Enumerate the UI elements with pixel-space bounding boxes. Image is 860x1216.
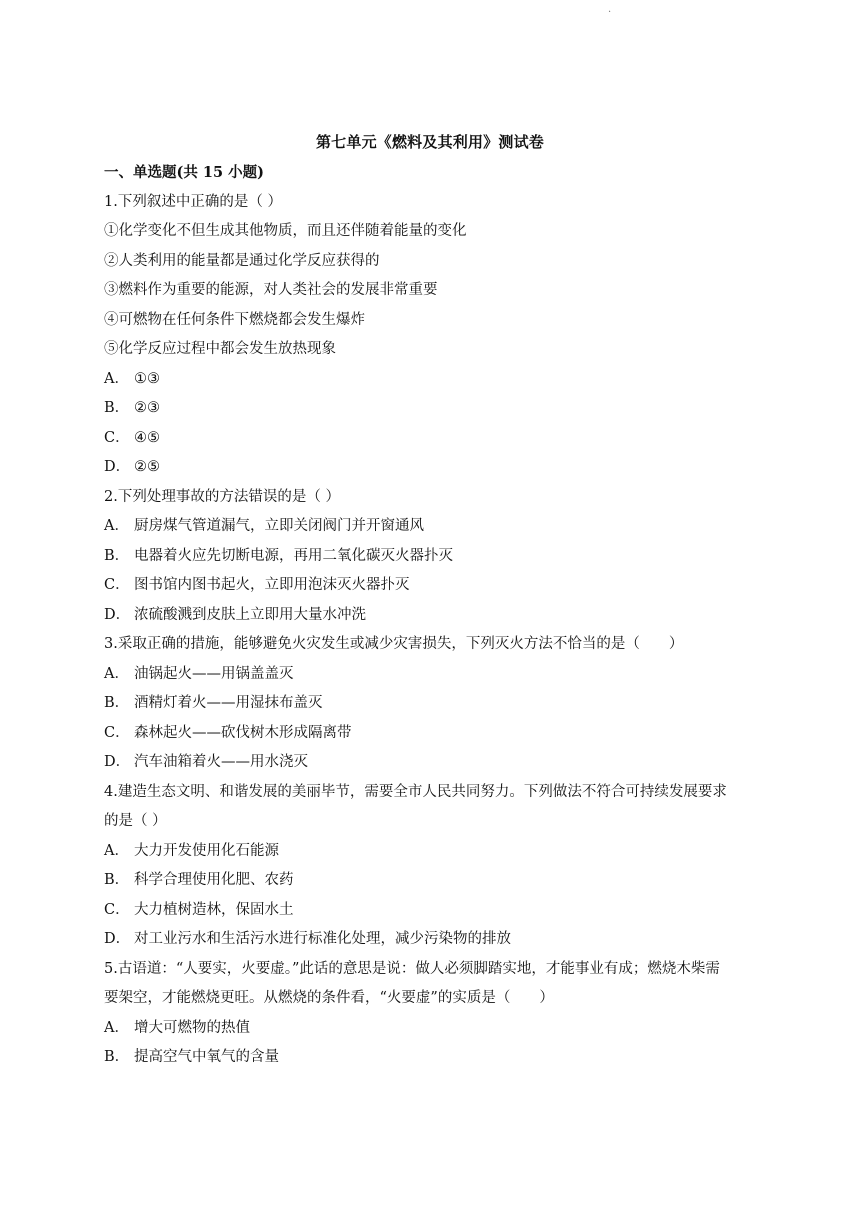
option-text: 对工业污水和生活污水进行标准化处理，减少污染物的排放 bbox=[134, 931, 511, 947]
option-letter: B． bbox=[104, 872, 130, 888]
question-stem: 5.古语道：“人要实，火要虚。”此话的意思是说：做人必须脚踏实地，才能事业有成；燃烧木柴需 bbox=[104, 960, 720, 977]
option-text: 厨房煤气管道漏气，立即关闭阀门并开窗通风 bbox=[134, 518, 424, 534]
section-heading: 一、单选题(共 15 小题) bbox=[104, 164, 264, 181]
option-letter: C． bbox=[104, 901, 130, 918]
option-text: 图书馆内图书起火，立即用泡沫灭火器扑灭 bbox=[134, 577, 410, 593]
question-5 bbox=[104, 955, 764, 1073]
option-letter: A． bbox=[104, 842, 129, 859]
question-stem: 3.采取正确的措施，能够避免火灾发生或减少灾害损失，下列灭火方法不恰当的是（ ） bbox=[104, 636, 684, 652]
statement: ②人类利用的能量都是通过化学反应获得的 bbox=[104, 252, 380, 269]
question-stem: 1.下列叙述中正确的是（ ） bbox=[104, 193, 282, 210]
option-text: 大力植树造林，保固水土 bbox=[134, 901, 294, 918]
option-letter: C． bbox=[104, 429, 130, 446]
question-4 bbox=[104, 778, 764, 955]
option-b bbox=[104, 1043, 764, 1073]
option-c bbox=[104, 571, 764, 601]
option-text: 汽车油箱着火——用水浇灭 bbox=[134, 754, 308, 770]
option-d bbox=[104, 453, 764, 483]
option-c bbox=[104, 424, 764, 454]
option-text: ①③ bbox=[134, 370, 160, 387]
option-text: ②③ bbox=[134, 400, 160, 416]
option-a bbox=[104, 837, 764, 867]
option-text: 油锅起火——用锅盖盖灭 bbox=[134, 665, 294, 682]
option-a bbox=[104, 365, 764, 395]
option-a bbox=[104, 660, 764, 690]
option-letter: C． bbox=[104, 724, 130, 741]
option-text: 酒精灯着火——用湿抹布盖灭 bbox=[134, 695, 323, 711]
option-a bbox=[104, 512, 764, 542]
option-letter: B． bbox=[104, 1049, 130, 1065]
option-letter: B． bbox=[104, 547, 130, 564]
option-b bbox=[104, 394, 764, 424]
option-c bbox=[104, 896, 764, 926]
option-b bbox=[104, 866, 764, 896]
question-stem-continued: 的是（ ） bbox=[104, 813, 167, 829]
question-2 bbox=[104, 483, 764, 631]
question-3 bbox=[104, 630, 764, 778]
option-d bbox=[104, 748, 764, 778]
option-d bbox=[104, 601, 764, 631]
document-title: 第七单元《燃料及其利用》测试卷 bbox=[315, 133, 544, 151]
option-letter: A． bbox=[104, 665, 129, 682]
option-text: ④⑤ bbox=[134, 429, 160, 446]
option-letter: D． bbox=[104, 606, 131, 623]
option-letter: B． bbox=[104, 400, 130, 416]
question-1 bbox=[104, 188, 764, 483]
question-stem: 2.下列处理事故的方法错误的是（ ） bbox=[104, 488, 340, 505]
option-text: 提高空气中氧气的含量 bbox=[134, 1049, 279, 1065]
option-letter: A． bbox=[104, 370, 129, 387]
option-text: 增大可燃物的热值 bbox=[134, 1019, 250, 1036]
option-text: 科学合理使用化肥、农药 bbox=[134, 872, 294, 888]
option-b bbox=[104, 542, 764, 572]
option-letter: A． bbox=[104, 1019, 129, 1036]
option-c bbox=[104, 719, 764, 749]
option-letter: D． bbox=[104, 459, 131, 475]
statement: ③燃料作为重要的能源，对人类社会的发展非常重要 bbox=[104, 282, 438, 298]
statement: ⑤化学反应过程中都会发生放热现象 bbox=[104, 341, 336, 357]
statement: ①化学变化不但生成其他物质，而且还伴随着能量的变化 bbox=[104, 223, 467, 239]
option-letter: D． bbox=[104, 754, 131, 770]
option-d bbox=[104, 925, 764, 955]
document-body bbox=[104, 158, 764, 1073]
option-text: 大力开发使用化石能源 bbox=[134, 842, 279, 859]
option-letter: C． bbox=[104, 577, 130, 593]
question-stem: 4.建造生态文明、和谐发展的美丽毕节，需要全市人民共同努力。下列做法不符合可持续发展要求 bbox=[104, 783, 727, 800]
statement: ④可燃物在任何条件下燃烧都会发生爆炸 bbox=[104, 311, 365, 328]
option-b bbox=[104, 689, 764, 719]
header-mark: . bbox=[608, 4, 612, 15]
option-text: ②⑤ bbox=[134, 459, 160, 475]
option-letter: A． bbox=[104, 518, 129, 534]
option-letter: D． bbox=[104, 931, 131, 947]
question-stem-continued: 要架空，才能燃烧更旺。从燃烧的条件看，“火要虚”的实质是（ ） bbox=[104, 990, 554, 1006]
option-letter: B． bbox=[104, 695, 130, 711]
option-text: 森林起火——砍伐树木形成隔离带 bbox=[134, 724, 352, 741]
option-text: 电器着火应先切断电源，再用二氧化碳灭火器扑灭 bbox=[134, 547, 453, 564]
option-text: 浓硫酸溅到皮肤上立即用大量水冲洗 bbox=[134, 606, 366, 623]
option-a bbox=[104, 1014, 764, 1044]
